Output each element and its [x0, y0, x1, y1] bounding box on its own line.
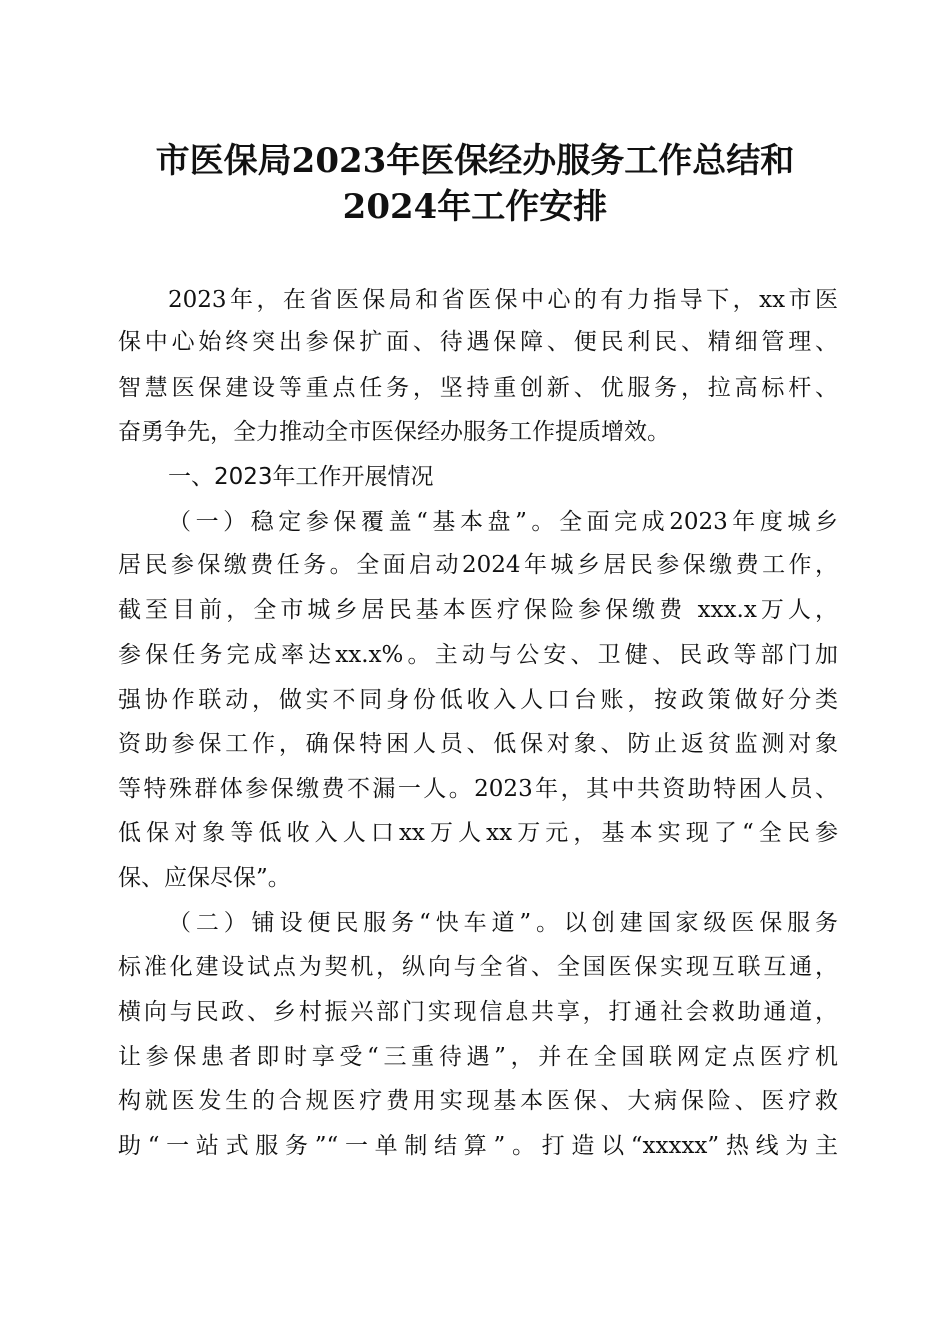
document-title-line-2: 2024年工作安排 — [342, 187, 608, 227]
paragraph-line: 标准化建设试点为契机，纵向与全省、全国医保实现互联互通， — [118, 954, 838, 980]
paragraph-line: 居民参保缴费任务。全面启动2024年城乡居民参保缴费工作， — [118, 552, 838, 578]
paragraph-line: 助“一站式服务”“一单制结算”。打造以“xxxxx”热线为主 — [118, 1133, 838, 1159]
paragraph-line: （二）铺设便民服务“快车道”。以创建国家级医保服务 — [168, 910, 838, 936]
paragraph-line: 智慧医保建设等重点任务，坚持重创新、优服务，拉高标杆、 — [118, 375, 838, 401]
paragraph-line: 截至目前，全市城乡居民基本医疗保险参保缴费 xxx.x万人， — [118, 597, 838, 623]
paragraph-line: 保、应保尽保”。 — [118, 865, 291, 891]
paragraph-line: 让参保患者即时享受“三重待遇”，并在全国联网定点医疗机 — [118, 1044, 838, 1070]
paragraph-line: 保中心始终突出参保扩面、待遇保障、便民利民、精细管理、 — [118, 329, 838, 355]
paragraph-line: 奋勇争先，全力推动全市医保经办服务工作提质增效。 — [118, 419, 670, 445]
document-title-line-1: 市医保局2023年医保经办服务工作总结和 — [155, 141, 795, 181]
paragraph-line: 2023年，在省医保局和省医保中心的有力指导下，xx市医 — [168, 287, 838, 313]
paragraph-line: 构就医发生的合规医疗费用实现基本医保、大病保险、医疗救 — [118, 1088, 838, 1114]
paragraph-line: 参保任务完成率达xx.x%。主动与公安、卫健、民政等部门加 — [118, 642, 838, 668]
paragraph-line: （一）稳定参保覆盖“基本盘”。全面完成2023年度城乡 — [168, 509, 838, 535]
paragraph-line: 等特殊群体参保缴费不漏一人。2023年，其中共资助特困人员、 — [118, 776, 838, 802]
paragraph-line: 低保对象等低收入人口xx万人xx万元，基本实现了“全民参 — [118, 820, 838, 846]
paragraph-line: 强协作联动，做实不同身份低收入人口台账，按政策做好分类 — [118, 687, 838, 713]
paragraph-line: 资助参保工作，确保特困人员、低保对象、防止返贫监测对象 — [118, 731, 838, 757]
paragraph-line: 横向与民政、乡村振兴部门实现信息共享，打通社会救助通道， — [118, 999, 838, 1025]
section-heading: 一、2023年工作开展情况 — [168, 464, 434, 490]
